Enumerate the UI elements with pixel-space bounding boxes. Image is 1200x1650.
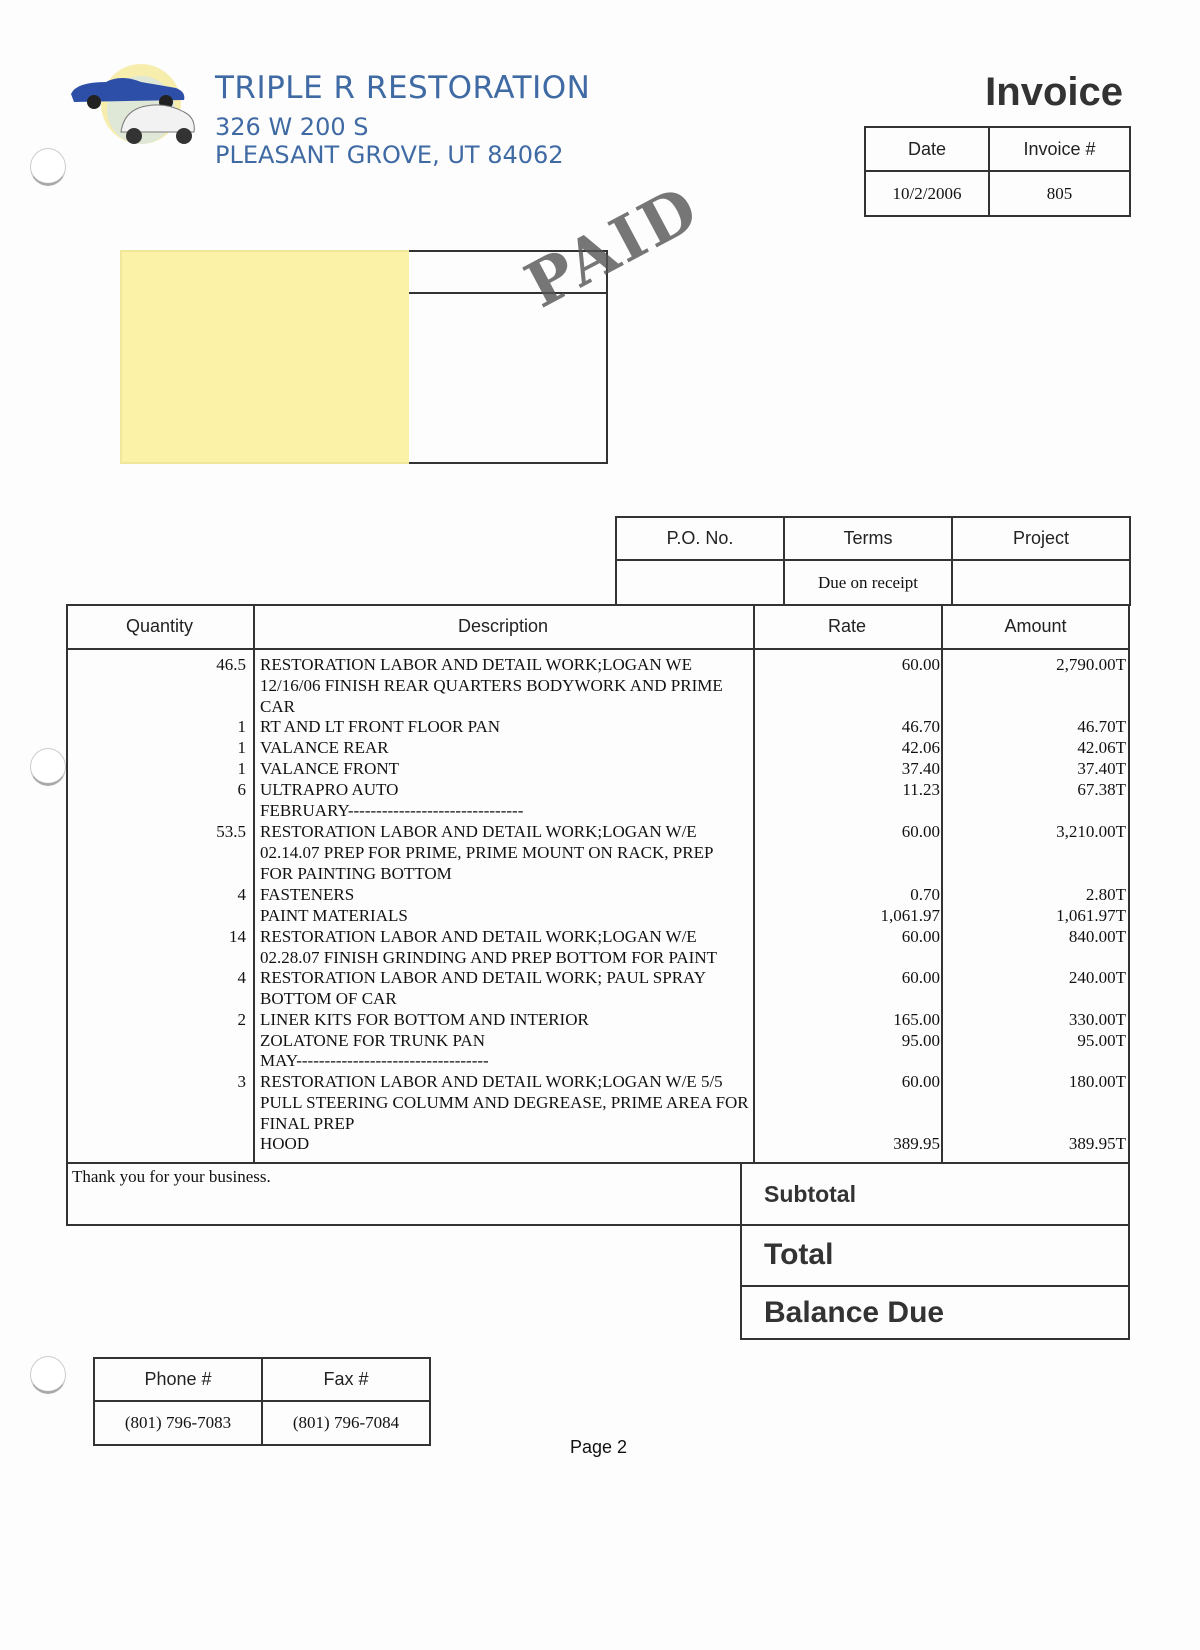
row-quantity: 14 (229, 927, 246, 946)
company-name: TRIPLE R RESTORATION (215, 70, 591, 106)
column-divider (753, 604, 755, 1164)
fax-number: (801) 796-7084 (261, 1400, 431, 1446)
row-amount: 330.00T (1068, 1010, 1126, 1029)
company-address-line1: 326 W 200 S (215, 113, 369, 141)
row-quantity: 4 (237, 968, 246, 987)
row-description: FASTENERS (260, 885, 355, 904)
row-amount: 95.00T (1077, 1031, 1126, 1050)
invoice-date: 10/2/2006 (864, 170, 990, 217)
row-quantity: 2 (237, 1010, 246, 1029)
row-description: LINER KITS FOR BOTTOM AND INTERIOR (260, 1010, 589, 1029)
project-value (951, 559, 1131, 606)
row-amount: 1,061.97T (1056, 906, 1126, 925)
row-rate: 0.70 (910, 885, 940, 904)
terms-header: Terms (783, 516, 953, 561)
row-quantity: 4 (237, 885, 246, 904)
balance-due-label: Balance Due (764, 1296, 945, 1329)
date-header: Date (864, 126, 990, 172)
row-description: VALANCE REAR (260, 738, 389, 757)
row-rate: 165.00 (893, 1010, 940, 1029)
row-rate: 37.40 (901, 759, 940, 778)
invoice-title: Invoice (985, 70, 1123, 114)
row-amount: 37.40T (1077, 759, 1126, 778)
row-description: RESTORATION LABOR AND DETAIL WORK;LOGAN WE 12/16/06 FINISH REAR QUARTERS BODYWORK AND PRIME CAR (260, 655, 723, 716)
terms-value: Due on receipt (783, 559, 953, 606)
subtotal-label: Subtotal (764, 1181, 856, 1207)
row-quantity: 3 (237, 1072, 246, 1091)
row-rate: 42.06 (901, 738, 940, 757)
row-rate: 60.00 (901, 822, 940, 841)
row-quantity: 53.5 (216, 822, 246, 841)
po-value (615, 559, 785, 606)
row-amount: 3,210.00T (1056, 822, 1126, 841)
company-address-line2: PLEASANT GROVE, UT 84062 (215, 141, 564, 169)
row-description: VALANCE FRONT (260, 759, 400, 778)
punch-hole (30, 148, 66, 186)
description-header: Description (457, 616, 549, 636)
row-amount: 46.70T (1077, 717, 1126, 736)
row-description: RT AND LT FRONT FLOOR PAN (260, 717, 501, 736)
thanks-message: Thank you for your business. (72, 1167, 271, 1186)
po-header: P.O. No. (615, 516, 785, 561)
phone-number: (801) 796-7083 (93, 1400, 263, 1446)
row-amount: 42.06T (1077, 738, 1126, 757)
punch-hole (30, 1356, 66, 1394)
row-rate: 60.00 (901, 927, 940, 946)
quantity-header: Quantity (125, 616, 194, 636)
totals-divider (740, 1285, 1130, 1287)
row-description: PAINT MATERIALS (260, 906, 408, 925)
row-description: FEBRUARY------------------------------- (260, 801, 524, 820)
row-rate: 11.23 (902, 780, 940, 799)
project-header: Project (951, 516, 1131, 561)
amount-header: Amount (1004, 616, 1067, 636)
row-description: HOOD (260, 1134, 310, 1153)
row-description: RESTORATION LABOR AND DETAIL WORK; PAUL SPRAY BOTTOM OF CAR (260, 968, 706, 1008)
row-rate: 389.95 (893, 1134, 940, 1153)
row-amount: 2.80T (1085, 885, 1126, 904)
row-amount: 389.95T (1068, 1134, 1126, 1153)
row-quantity: 1 (237, 717, 246, 736)
rate-header: Rate (827, 616, 867, 636)
row-amount: 240.00T (1068, 968, 1126, 987)
row-description: RESTORATION LABOR AND DETAIL WORK;LOGAN W/E 5/5 PULL STEERING COLUMM AND DEGREASE, PRIME AREA FOR FINAL PREP (260, 1072, 749, 1133)
invoice-number: 805 (988, 170, 1131, 217)
phone-header: Phone # (93, 1357, 263, 1402)
row-amount: 2,790.00T (1056, 655, 1126, 674)
redaction-sticky-note (120, 250, 409, 464)
table-header-divider (66, 648, 1130, 650)
page-number: Page 2 (570, 1437, 628, 1457)
row-rate: 60.00 (901, 1072, 940, 1091)
row-amount: 67.38T (1077, 780, 1126, 799)
row-quantity: 1 (237, 759, 246, 778)
row-quantity: 1 (237, 738, 246, 757)
total-label: Total (764, 1238, 834, 1271)
row-rate: 95.00 (901, 1031, 940, 1050)
column-divider (941, 604, 943, 1164)
row-description: RESTORATION LABOR AND DETAIL WORK;LOGAN W/E 02.28.07 FINISH GRINDING AND PREP BOTTOM FOR PAINT (260, 927, 718, 967)
classic-cars-logo (66, 62, 206, 152)
row-description: ULTRAPRO AUTO (260, 780, 399, 799)
row-rate: 1,061.97 (880, 906, 940, 925)
paid-stamp: PAID (513, 170, 712, 323)
row-amount: 840.00T (1068, 927, 1126, 946)
row-description: RESTORATION LABOR AND DETAIL WORK;LOGAN W/E 02.14.07 PREP FOR PRIME, PRIME MOUNT ON RACK, PREP FOR PAINTING BOTTOM (260, 822, 713, 883)
row-description: MAY---------------------------------- (260, 1051, 489, 1070)
row-description: ZOLATONE FOR TRUNK PAN (260, 1031, 485, 1050)
fax-header: Fax # (261, 1357, 431, 1402)
row-rate: 46.70 (901, 717, 940, 736)
row-rate: 60.00 (901, 655, 940, 674)
totals-divider (740, 1224, 1130, 1226)
row-rate: 60.00 (901, 968, 940, 987)
row-quantity: 6 (237, 780, 246, 799)
row-quantity: 46.5 (216, 655, 246, 674)
invoice-number-header: Invoice # (988, 126, 1131, 172)
punch-hole (30, 748, 66, 786)
row-amount: 180.00T (1068, 1072, 1126, 1091)
column-divider (253, 604, 255, 1164)
